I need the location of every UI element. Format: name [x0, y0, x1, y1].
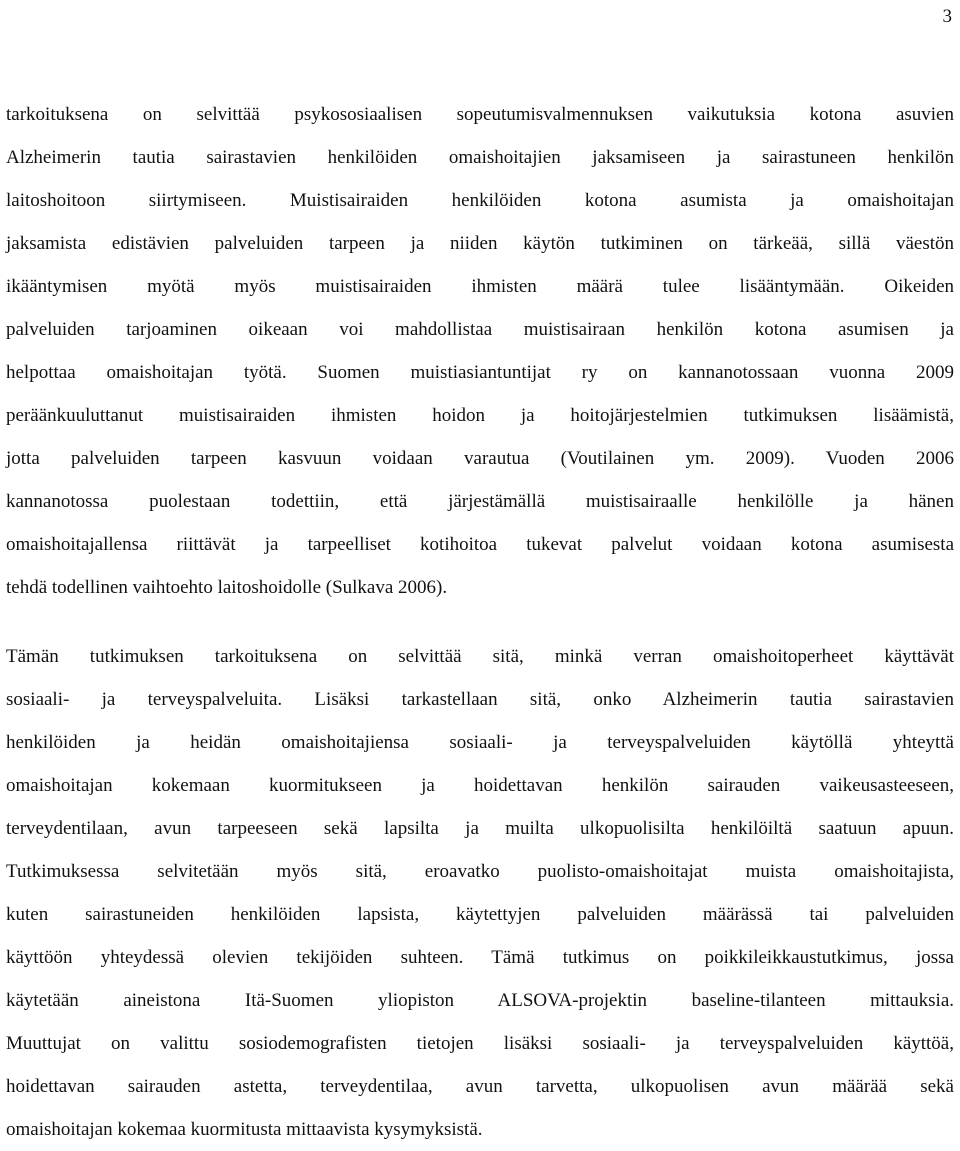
text-line: Muuttujat on valittu sosiodemografisten tietojen lisäksi sosiaali- ja terveyspalveluiden käyttöä,: [6, 1033, 954, 1054]
text-line: Tutkimuksessa selvitetään myös sitä, eroavatko puolisto-omaishoitajat muista omaishoitajista,: [6, 861, 954, 882]
text-line: kannanotossa puolestaan todettiin, että järjestämällä muistisairaalle henkilölle ja hänen: [6, 491, 954, 512]
paragraph-2: [6, 635, 954, 1151]
text-line: omaishoitajallensa riittävät ja tarpeelliset kotihoitoa tukevat palvelut voidaan kotona asumisesta: [6, 534, 954, 555]
text-line: jotta palveluiden tarpeen kasvuun voidaan varautua (Voutilainen ym. 2009). Vuoden 2006: [6, 448, 954, 469]
text-line: terveydentilaan, avun tarpeeseen sekä lapsilta ja muilta ulkopuolisilta henkilöiltä saatuun apuun.: [6, 818, 954, 839]
text-line: sosiaali- ja terveyspalveluita. Lisäksi tarkastellaan sitä, onko Alzheimerin tautia sairastavien: [6, 689, 954, 710]
text-line: omaishoitajan kokemaan kuormitukseen ja hoidettavan henkilön sairauden vaikeusasteeseen,: [6, 775, 954, 796]
text-line: hoidettavan sairauden astetta, terveydentilaa, avun tarvetta, ulkopuolisen avun määrää sekä: [6, 1076, 954, 1097]
text-line: käytetään aineistona Itä-Suomen yliopiston ALSOVA-projektin baseline-tilanteen mittauksia.: [6, 990, 954, 1011]
text-line: tarkoituksena on selvittää psykososiaalisen sopeutumisvalmennuksen vaikutuksia kotona asuvien: [6, 104, 954, 125]
text-line: henkilöiden ja heidän omaishoitajiensa sosiaali- ja terveyspalveluiden käytöllä yhteyttä: [6, 732, 954, 753]
text-line: Tämän tutkimuksen tarkoituksena on selvittää sitä, minkä verran omaishoitoperheet käyttävät: [6, 646, 954, 667]
text-line: omaishoitajan kokemaa kuormitusta mittaavista kysymyksistä.: [6, 1119, 483, 1140]
paragraph-1: [6, 93, 954, 609]
text-line: Alzheimerin tautia sairastavien henkilöiden omaishoitajien jaksamiseen ja sairastuneen henkilön: [6, 147, 954, 168]
text-line: laitoshoitoon siirtymiseen. Muistisairaiden henkilöiden kotona asumista ja omaishoitajan: [6, 190, 954, 211]
text-line: käyttöön yhteydessä olevien tekijöiden suhteen. Tämä tutkimus on poikkileikkaustutkimus, jossa: [6, 947, 954, 968]
text-line: helpottaa omaishoitajan työtä. Suomen muistiasiantuntijat ry on kannanotossaan vuonna 2009: [6, 362, 954, 383]
text-line: peräänkuuluttanut muistisairaiden ihmisten hoidon ja hoitojärjestelmien tutkimuksen lisäämistä,: [6, 405, 954, 426]
page-number: 3: [942, 6, 952, 27]
text-line: palveluiden tarjoaminen oikeaan voi mahdollistaa muistisairaan henkilön kotona asumisen ja: [6, 319, 954, 340]
text-line: tehdä todellinen vaihtoehto laitoshoidolle (Sulkava 2006).: [6, 577, 448, 598]
text-line: jaksamista edistävien palveluiden tarpeen ja niiden käytön tutkiminen on tärkeää, sillä väestön: [6, 233, 954, 254]
text-line: kuten sairastuneiden henkilöiden lapsista, käytettyjen palveluiden määrässä tai palveluiden: [6, 904, 954, 925]
text-line: ikääntymisen myötä myös muistisairaiden ihmisten määrä tulee lisääntymään. Oikeiden: [6, 276, 954, 297]
